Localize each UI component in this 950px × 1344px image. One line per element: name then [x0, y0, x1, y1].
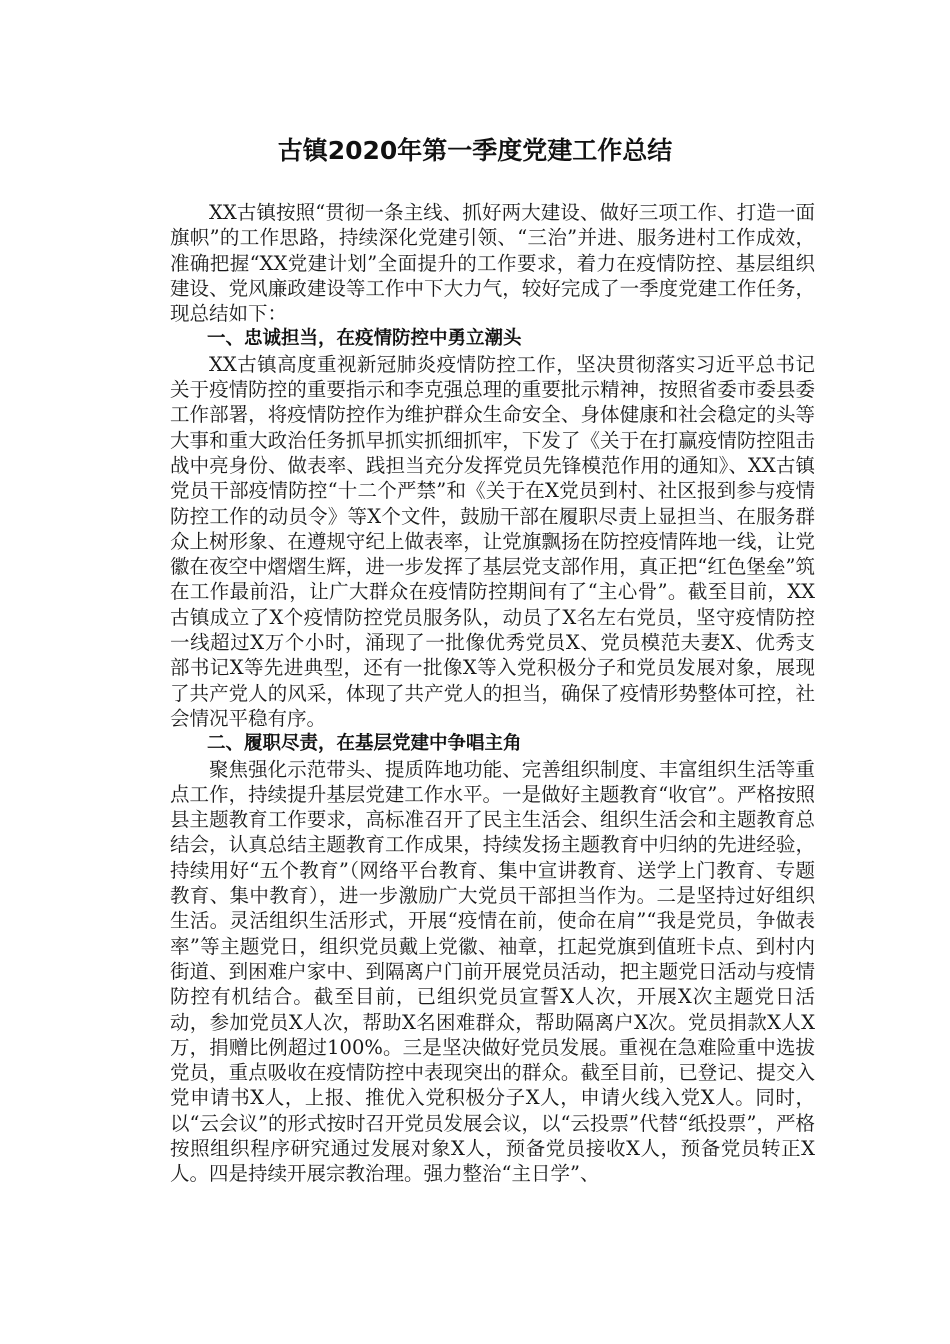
document-title: 古镇2020年第一季度党建工作总结	[277, 136, 673, 165]
section-heading: 一、忠诚担当，在疫情防控中勇立潮头	[207, 328, 522, 350]
section-paragraph: XX古镇高度重视新冠肺炎疫情防控工作，坚决贯彻落实习近平总书记关于疫情防控的重要指示和李克强总理的重要批示精神，按照省委市委县委工作部署，将疫情防控作为维护群众生命安全、身体健康和社会稳定的头等大事和重大政治任务抓早抓实抓细抓牢，下发了《关于在打赢疫情防控阻击战中亮身份、做表率、践担当充分发挥党员先锋模范作用的通知》、XX古镇党员干部疫情防控“十二个严禁”和《关于在X党员到村、社区报到参与疫情防控工作的动员令》等X个文件，鼓励干部在履职尽责上显担当、在服务群众上树形象、在遵规守纪上做表率，让党旗飘扬在防控疫情阵地一线，让党徽在夜空中熠熠生辉，进一步发挥了基层党支部作用，真正把“红色堡垒”筑在工作最前沿，让广大群众在疫情防控期间有了“主心骨”。截至目前，XX古镇成立了X个疫情防控党员服务队，动员了X名左右党员，坚守疫情防控一线超过X万个小时，涌现了一批像优秀党员X、党员模范夫妻X、优秀支部书记X等先进典型，还有一批像X等入党积极分子和党员发展对象，展现了共产党人的风采，体现了共产党人的担当，确保了疫情形势整体可控，社会情况平稳有序。	[170, 352, 815, 730]
document-body	[170, 200, 815, 1187]
section-heading: 二、履职尽责，在基层党建中争唱主角	[207, 733, 522, 755]
section-paragraph: 聚焦强化示范带头、提质阵地功能、完善组织制度、丰富组织生活等重点工作，持续提升基层党建工作水平。一是做好主题教育“收官”。严格按照县主题教育工作要求，高标准召开了民主生活会、组织生活会和主题教育总结会，认真总结主题教育工作成果，持续发扬主题教育中归纳的先进经验，持续用好“五个教育”（网络平台教育、集中宣讲教育、送学上门教育、专题教育、集中教育），进一步激励广大党员干部担当作为。二是坚持过好组织生活。灵活组织生活形式，开展“疫情在前，使命在肩”“我是党员，争做表率”等主题党日，组织党员戴上党徽、袖章，扛起党旗到值班卡点、到村内街道、到困难户家中、到隔离户门前开展党员活动，把主题党日活动与疫情防控有机结合。截至目前，已组织党员宣誓X人次，开展X次主题党日活动，参加党员X人次，帮助X名困难群众，帮助隔离户X次。党员捐款X人X万，捐赠比例超过100%。三是坚决做好党员发展。重视在急难险重中选拔党员，重点吸收在疫情防控中表现突出的群众。截至目前，已登记、提交入党申请书X人，上报、推优入党积极分子X人，申请火线入党X人。同时，以“云会议”的形式按时召开党员发展会议，以“云投票”代替“纸投票”，严格按照组织程序研究通过发展对象X人，预备党员接收X人，预备党员转正X人。四是持续开展宗教治理。强力整治“主日学”、	[170, 757, 815, 1186]
intro-paragraph: XX古镇按照“贯彻一条主线、抓好两大建设、做好三项工作、打造一面旗帜”的工作思路，持续深化党建引领、“三治”并进、服务进村工作成效，准确把握“XX党建计划”全面提升的工作要求，着力在疫情防控、基层组织建设、党风廉政建设等工作中下大力气，较好完成了一季度党建工作任务，现总结如下：	[170, 201, 815, 326]
